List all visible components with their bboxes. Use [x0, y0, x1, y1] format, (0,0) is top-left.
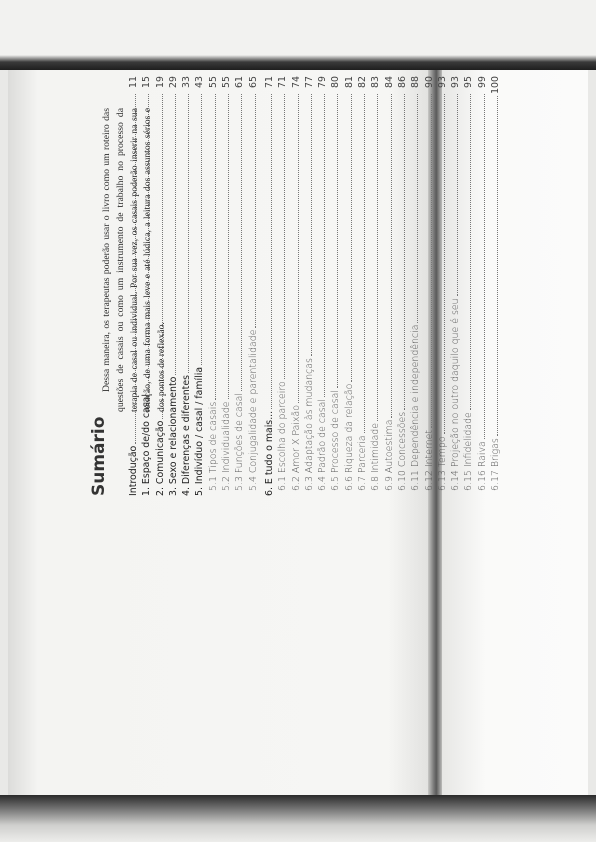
toc-entry-title: 5.4 Conjugalidade e parentalidade: [247, 329, 259, 491]
toc-page-number: 15: [141, 76, 153, 88]
toc-entry-title: 2. Comunicação: [154, 420, 166, 496]
toc-page-number: 71: [277, 76, 289, 88]
scan-top-edge: [0, 0, 596, 70]
toc-leader-dots: [363, 94, 365, 433]
toc-entry-title: 6.1 Escolha do parceiro: [277, 381, 289, 491]
toc-entry-title: 5.3 Funções de casal: [234, 392, 246, 491]
toc-leader-dots: [469, 94, 471, 410]
toc-entry: [316, 76, 329, 496]
toc-entry: [290, 76, 303, 496]
toc-entry: [369, 76, 382, 496]
toc-page-number: 88: [410, 76, 422, 88]
toc-leader-dots: [416, 94, 418, 323]
toc-leader-dots: [403, 94, 405, 410]
toc-entry-title: 5. Indivíduo / casal / família: [194, 366, 206, 496]
toc-leader-dots: [187, 94, 189, 373]
toc-title: Sumário: [89, 416, 109, 496]
toc-entry: [276, 76, 289, 496]
toc-entry-title: 6.9 Autoestima: [383, 419, 395, 491]
toc-leader-dots: [270, 94, 272, 409]
toc-leader-dots: [430, 94, 432, 428]
toc-entry-title: 6.2 Amor X Paixão: [290, 404, 302, 491]
toc-entry-title: 1. Espaço de/do casal: [141, 394, 153, 496]
left-page-text: [100, 108, 169, 412]
toc-entry: [462, 76, 475, 496]
toc-page-number: 93: [436, 76, 448, 88]
toc-leader-dots: [174, 94, 176, 375]
toc-entry: [449, 76, 462, 496]
toc-page-number: 86: [396, 76, 408, 88]
toc-entry-title: 6.5 Processo de casal: [330, 389, 342, 491]
toc-entry: [207, 76, 220, 496]
toc-page-number: 81: [343, 76, 355, 88]
toc-page-number: 90: [423, 76, 435, 88]
toc-page-number: 80: [330, 76, 342, 88]
toc-leader-dots: [483, 94, 485, 439]
toc-entry: [343, 76, 356, 496]
toc-entry: [303, 76, 316, 496]
toc-entry-title: 6.13 Tempo: [436, 436, 448, 491]
toc-list: [127, 76, 502, 496]
toc-page-number: 33: [181, 76, 193, 88]
toc-entry-title: 6.8 Intimidade: [370, 422, 382, 491]
toc-leader-dots: [214, 94, 216, 400]
toc-entry-title: 6.17 Brigas: [490, 438, 502, 491]
toc-entry: [356, 76, 369, 496]
toc-page-number: 74: [290, 76, 302, 88]
toc-page-number: 84: [383, 76, 395, 88]
toc-page-number: 29: [167, 76, 179, 88]
toc-page-number: 55: [207, 76, 219, 88]
toc-entry: [233, 76, 246, 496]
toc-entry-title: 6. E tudo o mais...: [263, 410, 275, 496]
toc-entry-title: 6.11 Dependência e independência: [410, 324, 422, 491]
toc-entry-title: 4. Diferenças e diferentes: [181, 375, 193, 496]
toc-entry: [436, 76, 449, 496]
toc-page-number: 71: [263, 76, 275, 88]
toc-entry: [423, 76, 436, 496]
toc-leader-dots: [200, 94, 202, 365]
toc-entry-title: 6.6 Riqueza da relação: [343, 383, 355, 491]
toc-entry-title: 5.2 Individualidade: [221, 401, 233, 491]
toc-page-number: 55: [221, 76, 233, 88]
toc-entry-title: 3. Sexo e relacionamento: [167, 376, 179, 496]
toc-entry-title: 6.3 Adaptação às mudanças: [303, 358, 315, 491]
toc-leader-dots: [227, 94, 229, 399]
toc-page-number: 100: [490, 76, 502, 94]
body-paragraph: Dessa maneira, os terapeutas poderão usar o livro como um roteiro das questões de casais ou como um instrumento de trabalho no processo da terapia de casal ou individual. Por sua vez, os casais poderão inserir na sua relação, de uma forma mais leve e até lúdica, a leitura dos assuntos sérios e dos pontos de reflexão.: [101, 108, 168, 412]
toc-page-number: 43: [194, 76, 206, 88]
toc-page-number: 19: [154, 76, 166, 88]
toc-page-number: 95: [463, 76, 475, 88]
toc-entry: [220, 76, 233, 496]
toc-page-number: 93: [450, 76, 462, 88]
toc-entry: [489, 76, 502, 496]
toc-entry: [193, 76, 206, 496]
toc-leader-dots: [443, 94, 445, 434]
toc-page-number: 77: [303, 76, 315, 88]
toc-page-number: 83: [370, 76, 382, 88]
toc-page-number: 11: [128, 76, 139, 88]
toc-leader-dots: [390, 94, 392, 418]
toc-entry-title: 6.10 Concessões: [396, 411, 408, 491]
toc-entry-title: 5.1 Tipos de casais: [207, 401, 219, 491]
toc-entry: [396, 76, 409, 496]
toc-leader-dots: [297, 94, 299, 403]
toc-entry: [247, 76, 260, 496]
toc-page-number: 61: [234, 76, 246, 88]
toc-leader-dots: [456, 94, 458, 296]
toc-entry: [476, 76, 489, 496]
toc-entry-title: 6.14 Projeção no outro daquilo que é seu: [450, 298, 462, 491]
toc-entry-title: 6.12 Internet: [423, 429, 435, 491]
toc-entry: [409, 76, 422, 496]
toc-leader-dots: [350, 94, 352, 382]
toc-entry-title: Introdução: [128, 445, 139, 496]
toc-entry-title: 6.4 Padrão de casal: [317, 399, 329, 491]
toc-entry: [263, 76, 276, 496]
toc-page-number: 79: [317, 76, 329, 88]
toc-entry: [329, 76, 342, 496]
toc-page-number: 82: [357, 76, 369, 88]
toc-leader-dots: [376, 94, 378, 421]
toc-leader-dots: [496, 96, 498, 436]
scan-bottom-edge: [0, 795, 596, 842]
toc-page-number: 65: [247, 76, 259, 88]
toc-leader-dots: [254, 94, 256, 328]
toc-entry-title: 6.7 Parceria: [357, 435, 369, 491]
toc-page-number: 99: [476, 76, 488, 88]
toc-leader-dots: [283, 94, 285, 379]
toc-leader-dots: [323, 94, 325, 397]
toc-entry-title: 6.15 Infidelidade: [463, 412, 475, 491]
toc-leader-dots: [240, 94, 242, 391]
toc-entry: [383, 76, 396, 496]
toc-entry: [180, 76, 193, 496]
toc-leader-dots: [336, 94, 338, 388]
toc-leader-dots: [310, 94, 312, 356]
toc-entry-title: 6.16 Raiva: [476, 441, 488, 491]
